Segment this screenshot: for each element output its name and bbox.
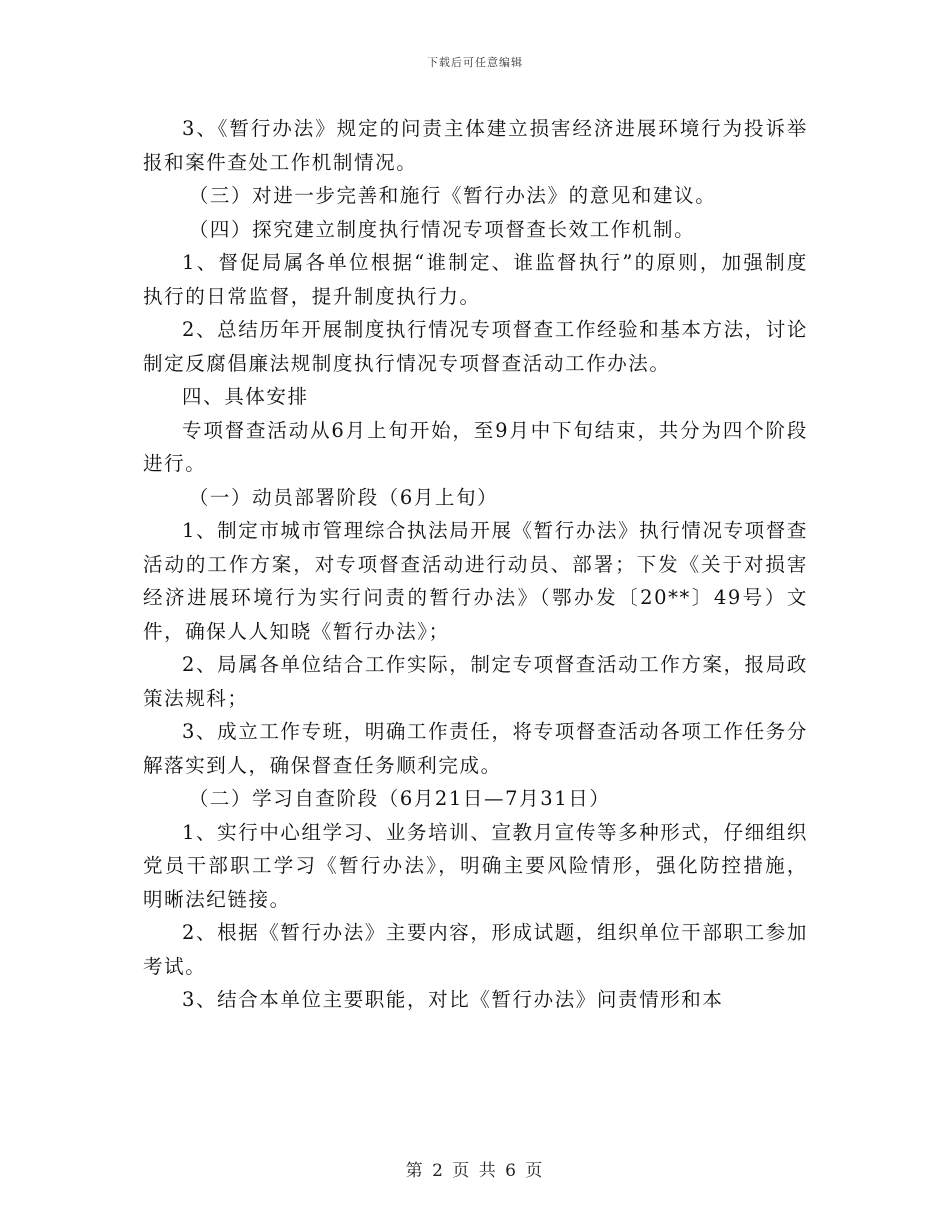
page-footer: 第 2 页 共 6 页 — [405, 1161, 545, 1181]
paragraph: 1、实行中心组学习、业务培训、宣教月宣传等多种形式，仔细组织党员干部职工学习《暂行办法》，明确主要风险情形，强化防控措施，明晰法纪链接。 — [143, 820, 808, 911]
subsection-heading: （二）学习自查阶段（6月21日—7月31日） — [188, 787, 611, 810]
subsection-heading: （一）动员部署阶段（6月上旬） — [188, 485, 499, 509]
paragraph: 专项督查活动从6月上旬开始，至9月中下旬结束，共分为四个阶段进行。 — [143, 418, 808, 475]
document-body — [143, 112, 808, 1017]
paragraph: 3、结合本单位主要职能，对比《暂行办法》问责情形和本 — [182, 988, 724, 1011]
section-heading: 四、具体安排 — [182, 385, 309, 408]
paragraph: 3、《暂行办法》规定的问责主体建立损害经济进展环境行为投诉举报和案件查处工作机制情况。 — [143, 117, 808, 174]
paragraph: 1、制定市城市管理综合执法局开展《暂行办法》执行情况专项督查活动的工作方案，对专项督查活动进行动员、部署；下发《关于对损害经济进展环境行为实行问责的暂行办法》（鄂办发〔20**〕49号）文件，确保人人知晓《暂行办法》； — [143, 519, 808, 643]
paragraph: （三）对进一步完善和施行《暂行办法》的意见和建议。 — [188, 184, 717, 207]
paragraph: 2、根据《暂行办法》主要内容，形成试题，组织单位干部职工参加考试。 — [143, 921, 808, 978]
paragraph: （四）探究建立制度执行情况专项督查长效工作机制。 — [188, 217, 696, 241]
paragraph: 1、督促局属各单位根据“谁制定、谁监督执行”的原则，加强制度执行的日常监督，提升制度执行力。 — [143, 251, 808, 308]
paragraph: 2、总结历年开展制度执行情况专项督查工作经验和基本方法，讨论制定反腐倡廉法规制度执行情况专项督查活动工作办法。 — [143, 318, 808, 375]
paragraph: 3、成立工作专班，明确工作责任，将专项督查活动各项工作任务分解落实到人，确保督查任务顺利完成。 — [143, 720, 808, 777]
page-header: 下载后可任意编辑 — [427, 56, 523, 69]
paragraph: 2、局属各单位结合工作实际，制定专项督查活动工作方案，报局政策法规科； — [143, 653, 808, 710]
